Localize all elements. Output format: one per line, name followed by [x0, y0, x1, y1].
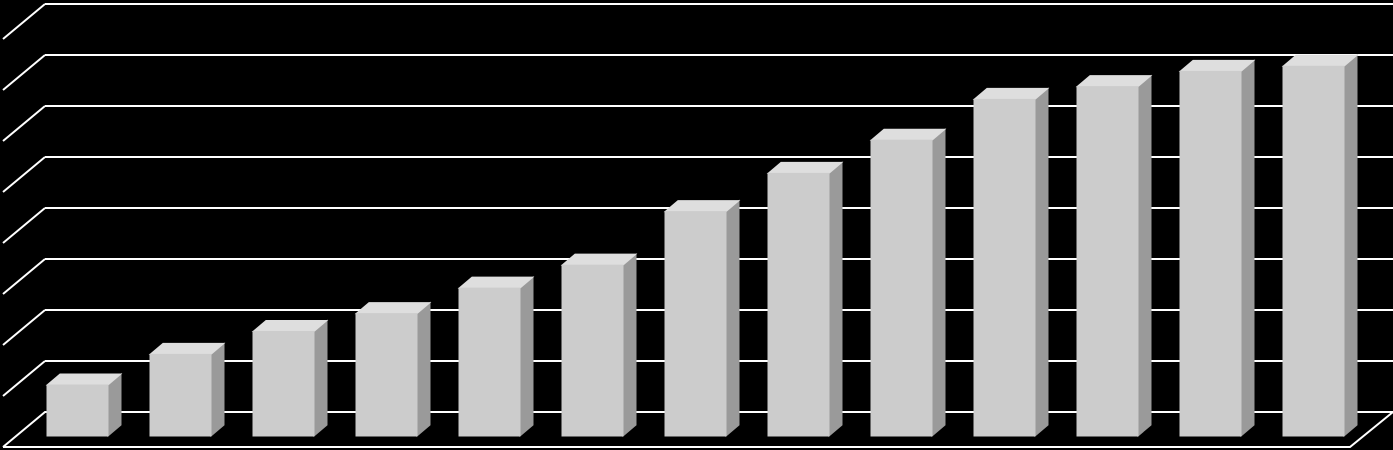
bar-top — [1077, 76, 1151, 87]
bar — [871, 140, 932, 436]
bar-top — [974, 88, 1048, 99]
gridline-side — [3, 259, 45, 294]
bar-top — [253, 320, 327, 331]
bar-top — [47, 374, 121, 385]
bar — [459, 288, 520, 436]
bar — [1283, 66, 1344, 436]
gridline-side — [3, 4, 45, 39]
bar-side — [211, 343, 224, 436]
bar-side — [1241, 60, 1254, 436]
bar-side — [726, 201, 739, 436]
gridline-side — [3, 361, 45, 396]
bar — [1180, 71, 1241, 436]
bar — [768, 173, 829, 436]
bar-top — [1283, 55, 1357, 66]
bar-side — [623, 254, 636, 436]
bar — [47, 385, 108, 436]
bar — [974, 99, 1035, 436]
bar-top — [356, 303, 430, 314]
bar-top — [768, 162, 842, 173]
bar-top — [150, 343, 224, 354]
bar-top — [562, 254, 636, 265]
bar-side — [314, 320, 327, 436]
gridline-side — [3, 310, 45, 345]
bar-side — [520, 277, 533, 436]
bar-side — [829, 162, 842, 436]
gridline-side — [3, 157, 45, 192]
bar — [150, 354, 211, 436]
bar-side — [932, 129, 945, 436]
bar-side — [1035, 88, 1048, 436]
bar — [665, 212, 726, 436]
gridline-side — [3, 106, 45, 141]
bar-top — [871, 129, 945, 140]
gridline-side — [3, 208, 45, 243]
bar-side — [1138, 76, 1151, 436]
bar-top — [1180, 60, 1254, 71]
bar — [253, 331, 314, 436]
bar-side — [1344, 55, 1357, 436]
bar — [356, 314, 417, 436]
bar — [1077, 87, 1138, 436]
bar-top — [459, 277, 533, 288]
bar — [562, 265, 623, 436]
gridline-side — [3, 55, 45, 90]
bar-top — [665, 201, 739, 212]
bar-side — [417, 303, 430, 436]
